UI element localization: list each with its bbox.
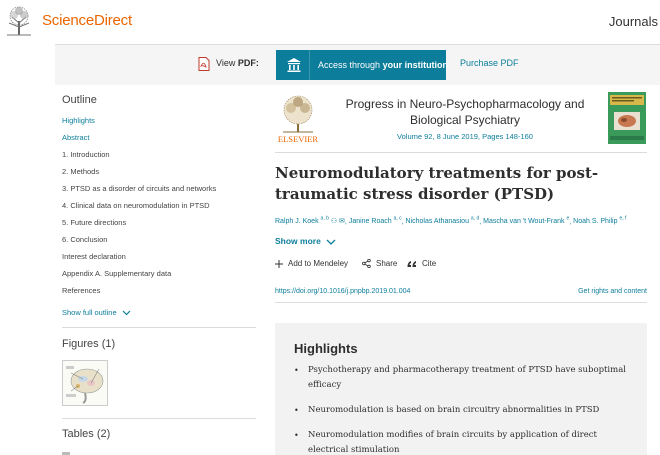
author-name: Nicholas Athanasiou [405,218,469,226]
outline-heading: Outline [62,94,97,106]
author-affiliation: a, d [470,216,480,222]
author-separator: , [344,218,349,226]
access-bold-text: your institution [382,60,449,70]
access-text: Access through [318,60,381,70]
outline-item-references[interactable]: References [62,286,101,295]
outline-item-future-directions[interactable]: 5. Future directions [62,218,127,227]
site-header [0,0,660,44]
author-affiliation: a, b [320,216,329,222]
author-separator: , [401,218,406,226]
journals-link[interactable]: Journals [608,14,658,29]
elsevier-wordmark: ELSEVIER [277,134,319,144]
cite-button[interactable] [407,259,436,268]
outline-item-methods[interactable]: 2. Methods [62,167,100,176]
outline-item-introduction[interactable]: 1. Introduction [62,150,110,159]
outline-list [62,112,216,299]
access-through-institution-button[interactable] [276,50,449,80]
article-divider [275,152,647,153]
author-affiliation: a, c [393,216,402,222]
outline-item-interest-declaration[interactable]: Interest declaration [62,252,126,261]
highlight-item: • Neuromodulation modifies of brain circuits by application of direct electrical stimulation [294,428,634,455]
author-separator: , [569,218,574,226]
sidebar-divider [62,327,256,328]
figures-heading: Figures (1) [62,338,116,350]
author-roach[interactable] [349,218,402,225]
journal-title-link[interactable] [330,96,600,128]
author-name: Janine Roach [348,218,392,226]
author-athanasiou[interactable] [406,218,480,225]
doi-link[interactable]: https://doi.org/10.1016/j.pnpbp.2019.01.004 [275,288,411,295]
highlight-item: • Psychotherapy and pharmacotherapy treatment of PTSD have suboptimal efficacy [294,363,634,393]
share-label: Share [376,259,398,268]
chevron-down-icon [326,239,336,245]
author-wout-frank[interactable] [483,218,569,225]
journal-title-line2: Biological Psychiatry [409,113,521,127]
author-philip[interactable] [573,218,626,225]
sidebar-divider [62,418,256,419]
show-more-label: Show more [275,236,321,246]
author-affiliation: e, f [619,216,627,222]
show-full-outline-label: Show full outline [62,308,117,317]
figure-thumbnail[interactable] [62,360,108,406]
author-name: Mascha van 't Wout-Frank [483,218,565,226]
highlights-list [294,363,634,455]
add-to-mendeley-button[interactable] [275,259,348,268]
author-koek[interactable] [275,218,345,225]
author-separator: , [479,218,484,226]
access-button-label [318,60,448,70]
journal-title-line1: Progress in Neuro-Psychopharmacology and [345,97,585,111]
article-title: Neuromodulatory treatments for post-traumatic stress disorder (PTSD) [275,164,599,203]
share-button[interactable] [362,259,397,268]
figure-thumbnail-graphic [63,361,107,405]
author-list [275,216,655,225]
highlights-section [275,323,647,455]
view-label: View [216,58,236,68]
highlights-heading: Highlights [294,341,358,356]
outline-item-ptsd-circuits[interactable]: 3. PTSD as a disorder of circuits and networks [62,184,217,193]
pdf-label: PDF: [237,58,259,68]
author-affiliation: e [566,216,570,222]
outline-item-clinical-data[interactable]: 4. Clinical data on neuromodulation in PTSD [62,201,210,210]
pdf-icon [198,57,210,71]
cite-label: Cite [422,259,437,268]
chevron-down-icon [122,310,131,316]
show-full-outline-button[interactable] [62,308,131,317]
outline-item-conclusion[interactable]: 6. Conclusion [62,235,108,244]
institution-icon [286,57,302,73]
add-to-mendeley-label: Add to Mendeley [288,259,349,268]
share-icon [362,259,371,268]
journal-cover-image[interactable] [608,92,646,144]
purchase-pdf-link[interactable]: Purchase PDF [460,58,519,68]
rights-link[interactable]: Get rights and content [578,288,647,295]
quote-icon [407,260,417,268]
outline-item-abstract[interactable]: Abstract [62,133,90,142]
elsevier-tree-logo[interactable] [3,5,35,37]
elsevier-publisher-logo[interactable] [275,92,321,144]
author-name: Ralph J. Koek [275,218,319,226]
button-separator [309,50,310,80]
author-name: Noah S. Philip [573,218,618,226]
show-more-button[interactable] [275,236,336,246]
pdf-access-bar [55,45,660,85]
brand-name[interactable]: ScienceDirect [42,12,132,29]
outline-item-appendix[interactable]: Appendix A. Supplementary data [62,269,172,278]
highlight-item: • Neuromodulation is based on brain circuitry abnormalities in PTSD [294,403,634,418]
article-divider [275,302,647,303]
author-contact-icons: ⚇ ✉ [328,218,345,226]
volume-link[interactable]: Volume 92, 8 June 2019, Pages 148-160 [397,132,533,141]
plus-icon [275,260,283,268]
tables-heading: Tables (2) [62,428,111,440]
outline-item-highlights[interactable]: Highlights [62,116,95,125]
view-pdf-label[interactable] [216,58,259,68]
